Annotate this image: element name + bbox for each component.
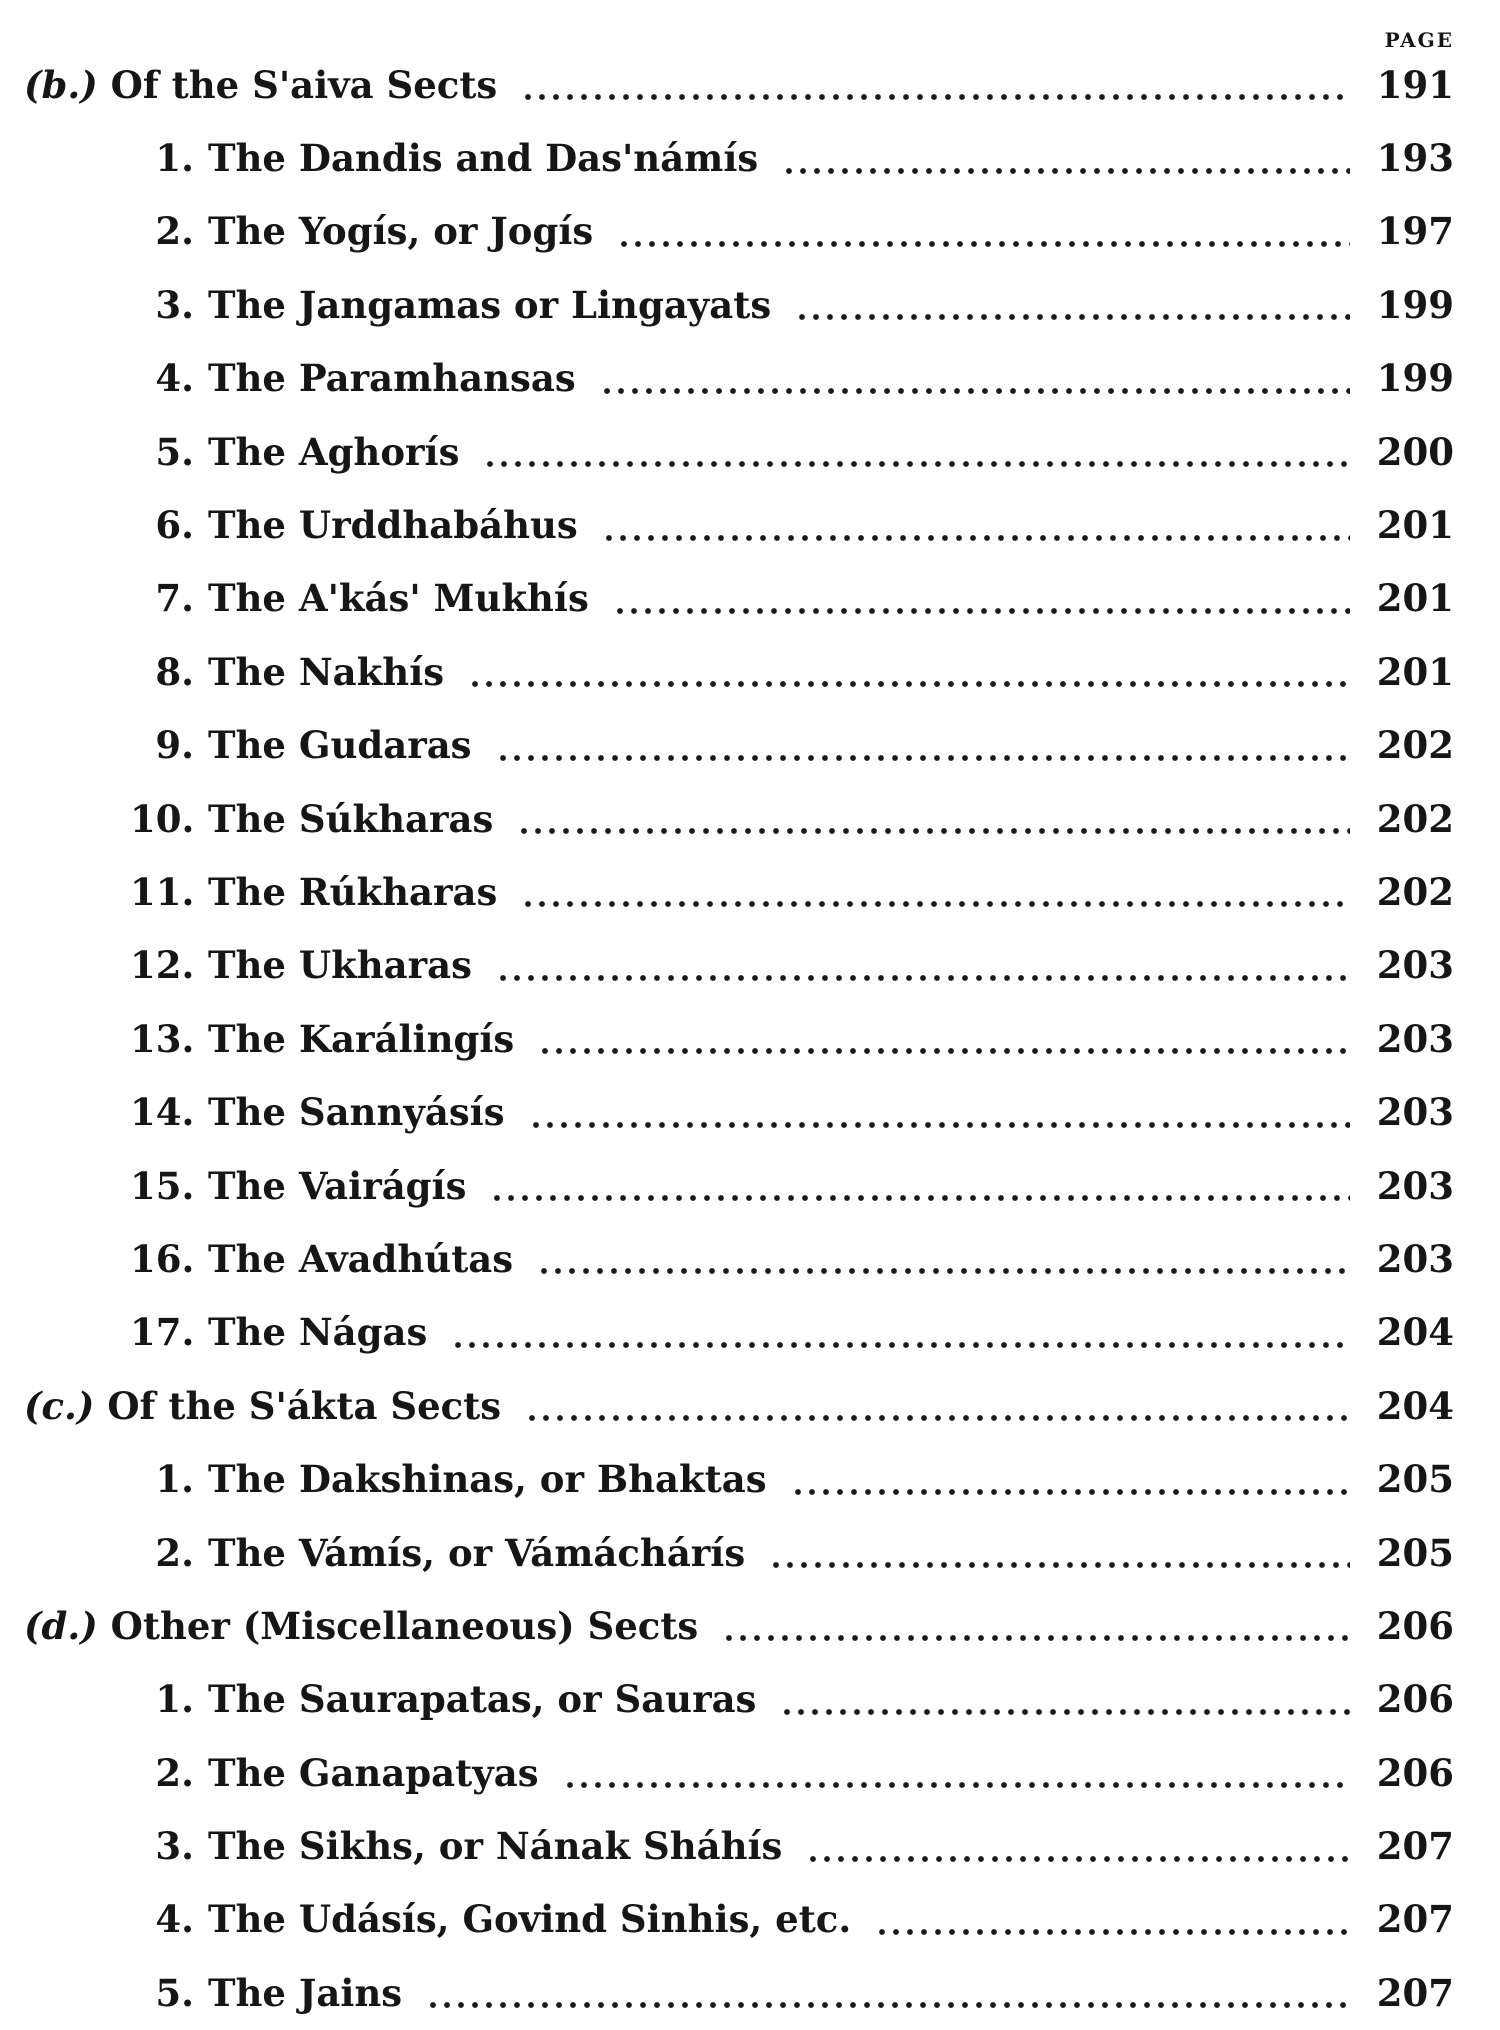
entry-title: The Urddhabáhus (208, 503, 578, 548)
item-number: 2. (155, 1530, 194, 1575)
toc-item-row (0, 782, 1500, 855)
toc-section-row (0, 1589, 1500, 1662)
page-number: 206 (1376, 1677, 1454, 1722)
toc-item-row (0, 1149, 1500, 1222)
dot-leader (521, 66, 1350, 103)
entry-title: The Saurapatas, or Sauras (208, 1677, 757, 1722)
entry-title: The Avadhútas (208, 1236, 514, 1281)
dot-leader (468, 653, 1350, 690)
toc-entry-label (0, 650, 444, 694)
dot-leader (722, 1607, 1350, 1644)
page-number: 203 (1376, 1236, 1454, 1281)
entry-title: The Sannyásís (208, 1090, 505, 1135)
toc-entry-label (0, 1017, 514, 1061)
page-number: 207 (1376, 1970, 1454, 2015)
toc-entry-label (0, 283, 771, 327)
page-number: 197 (1376, 209, 1454, 254)
toc-item-row (0, 635, 1500, 708)
page-number: 199 (1376, 282, 1454, 327)
entry-title: The Paramhansas (208, 356, 576, 401)
table-of-contents (0, 48, 1500, 2030)
page-number: 207 (1376, 1897, 1454, 1942)
toc-entry-label (0, 1457, 767, 1501)
item-number: 1. (155, 1677, 194, 1722)
toc-item-row (0, 1736, 1500, 1809)
dot-leader (769, 1534, 1350, 1571)
dot-leader (426, 1974, 1350, 2011)
toc-entry-label (0, 1971, 402, 2015)
item-number: 8. (155, 649, 194, 694)
item-number: 1. (155, 1457, 194, 1502)
entry-title: The Ukharas (208, 943, 472, 988)
page-number: 203 (1376, 1090, 1454, 1135)
dot-leader (600, 360, 1350, 397)
toc-item-row (0, 1809, 1500, 1882)
item-number: 10. (130, 796, 195, 841)
entry-title: The Yogís, or Jogís (208, 209, 594, 254)
toc-entry-label (0, 430, 459, 474)
toc-item-row (0, 562, 1500, 635)
item-number: 14. (130, 1090, 195, 1135)
dot-leader (791, 1461, 1350, 1498)
page-number: 202 (1376, 796, 1454, 841)
section-marker: (b.) (24, 62, 98, 107)
toc-item-row (0, 1002, 1500, 1075)
toc-entry-label (0, 503, 578, 547)
section-marker: (c.) (24, 1383, 95, 1428)
toc-entry-label (0, 1384, 501, 1428)
toc-item-row (0, 268, 1500, 341)
item-number: 11. (130, 869, 195, 914)
entry-title: The Vairágís (208, 1163, 467, 1208)
item-number: 17. (130, 1310, 195, 1355)
item-number: 5. (155, 429, 194, 474)
page-number: 206 (1376, 1750, 1454, 1795)
page-number: 200 (1376, 429, 1454, 474)
dot-leader (563, 1754, 1350, 1791)
page-number: 201 (1376, 649, 1454, 694)
page-number: 204 (1376, 1310, 1454, 1355)
item-number: 5. (155, 1970, 194, 2015)
entry-title: The A'kás' Mukhís (208, 576, 589, 621)
page-column-label: PAGE (1384, 28, 1454, 52)
item-number: 2. (155, 209, 194, 254)
page-number: 193 (1376, 136, 1454, 181)
dot-leader (806, 1828, 1350, 1865)
toc-entry-label (0, 1237, 513, 1281)
dot-leader (538, 1020, 1350, 1057)
toc-item-row (0, 415, 1500, 488)
entry-title: Of the S'aiva Sects (110, 62, 498, 107)
toc-entry-label (0, 797, 493, 841)
dot-leader (521, 873, 1350, 910)
entry-title: The Nakhís (208, 649, 445, 694)
item-number: 1. (155, 136, 194, 181)
toc-entry-label (0, 1531, 745, 1575)
entry-title: The Sikhs, or Nának Sháhís (208, 1824, 783, 1869)
item-number: 3. (155, 1824, 194, 1869)
entry-title: The Dakshinas, or Bhaktas (208, 1457, 767, 1502)
dot-leader (451, 1314, 1350, 1351)
dot-leader (617, 213, 1350, 250)
item-number: 9. (155, 723, 194, 768)
dot-leader (529, 1094, 1350, 1131)
toc-entry-label (0, 576, 589, 620)
dot-leader (782, 140, 1350, 177)
page-number: 199 (1376, 356, 1454, 401)
section-marker: (d.) (24, 1603, 98, 1648)
dot-leader (780, 1681, 1350, 1718)
entry-title: The Súkharas (208, 796, 494, 841)
entry-title: Other (Miscellaneous) Sects (110, 1603, 699, 1648)
dot-leader (795, 286, 1350, 323)
dot-leader (490, 1167, 1350, 1204)
entry-title: The Rúkharas (208, 869, 498, 914)
toc-entry-label (0, 1164, 466, 1208)
item-number: 4. (155, 1897, 194, 1942)
dot-leader (537, 1240, 1350, 1277)
entry-title: The Ganapatyas (208, 1750, 539, 1795)
item-number: 16. (130, 1236, 195, 1281)
toc-item-row (0, 709, 1500, 782)
item-number: 15. (130, 1163, 195, 1208)
item-number: 2. (155, 1750, 194, 1795)
toc-item-row (0, 1075, 1500, 1148)
dot-leader (517, 800, 1350, 837)
item-number: 7. (155, 576, 194, 621)
item-number: 13. (130, 1016, 195, 1061)
entry-title: The Karálingís (208, 1016, 515, 1061)
page-number: 205 (1376, 1530, 1454, 1575)
dot-leader (496, 947, 1350, 984)
entry-title: The Jangamas or Lingayats (208, 282, 772, 327)
page-number: 203 (1376, 1163, 1454, 1208)
toc-entry-label (0, 870, 497, 914)
toc-item-row (0, 1296, 1500, 1369)
toc-item-row (0, 1956, 1500, 2029)
toc-item-row (0, 855, 1500, 928)
entry-title: Of the S'ákta Sects (107, 1383, 502, 1428)
toc-section-row (0, 1369, 1500, 1442)
page-number: 202 (1376, 869, 1454, 914)
page-number: 205 (1376, 1457, 1454, 1502)
toc-item-row (0, 1442, 1500, 1515)
toc-section-row (0, 48, 1500, 121)
toc-item-row (0, 195, 1500, 268)
dot-leader (496, 727, 1351, 764)
dot-leader (875, 1901, 1350, 1938)
item-number: 6. (155, 503, 194, 548)
toc-entry-label (0, 1090, 505, 1134)
toc-entry-label (0, 1310, 427, 1354)
toc-item-row (0, 1222, 1500, 1295)
dot-leader (613, 580, 1350, 617)
item-number: 4. (155, 356, 194, 401)
page-number: 203 (1376, 943, 1454, 988)
toc-entry-label (0, 356, 576, 400)
toc-entry-label (0, 63, 497, 107)
entry-title: The Jains (208, 1970, 403, 2015)
page-number: 207 (1376, 1824, 1454, 1869)
dot-leader (602, 507, 1350, 544)
toc-item-row (0, 1663, 1500, 1736)
entry-title: The Vámís, or Vámáchárís (208, 1530, 746, 1575)
entry-title: The Dandis and Das'námís (208, 136, 759, 181)
toc-item-row (0, 1883, 1500, 1956)
page-number: 202 (1376, 723, 1454, 768)
toc-item-row (0, 1516, 1500, 1589)
page-number: 203 (1376, 1016, 1454, 1061)
page-number: 201 (1376, 576, 1454, 621)
toc-item-row (0, 121, 1500, 194)
toc-entry-label (0, 1897, 851, 1941)
dot-leader (525, 1387, 1350, 1424)
page-number: 201 (1376, 503, 1454, 548)
entry-title: The Gudaras (208, 723, 472, 768)
entry-title: The Aghorís (208, 429, 460, 474)
toc-entry-label (0, 1824, 782, 1868)
item-number: 12. (130, 943, 195, 988)
entry-title: The Udásís, Govind Sinhis, etc. (208, 1897, 852, 1942)
toc-entry-label (0, 1677, 756, 1721)
toc-entry-label (0, 723, 472, 767)
toc-entry-label (0, 1604, 698, 1648)
toc-item-row (0, 488, 1500, 561)
toc-entry-label (0, 943, 472, 987)
entry-title: The Nágas (208, 1310, 428, 1355)
dot-leader (483, 433, 1350, 470)
toc-entry-label (0, 1751, 539, 1795)
page-number: 191 (1376, 62, 1454, 107)
page-number: 204 (1376, 1383, 1454, 1428)
toc-item-row (0, 929, 1500, 1002)
page-number: 206 (1376, 1603, 1454, 1648)
item-number: 3. (155, 282, 194, 327)
toc-item-row (0, 342, 1500, 415)
toc-entry-label (0, 136, 758, 180)
toc-entry-label (0, 209, 593, 253)
